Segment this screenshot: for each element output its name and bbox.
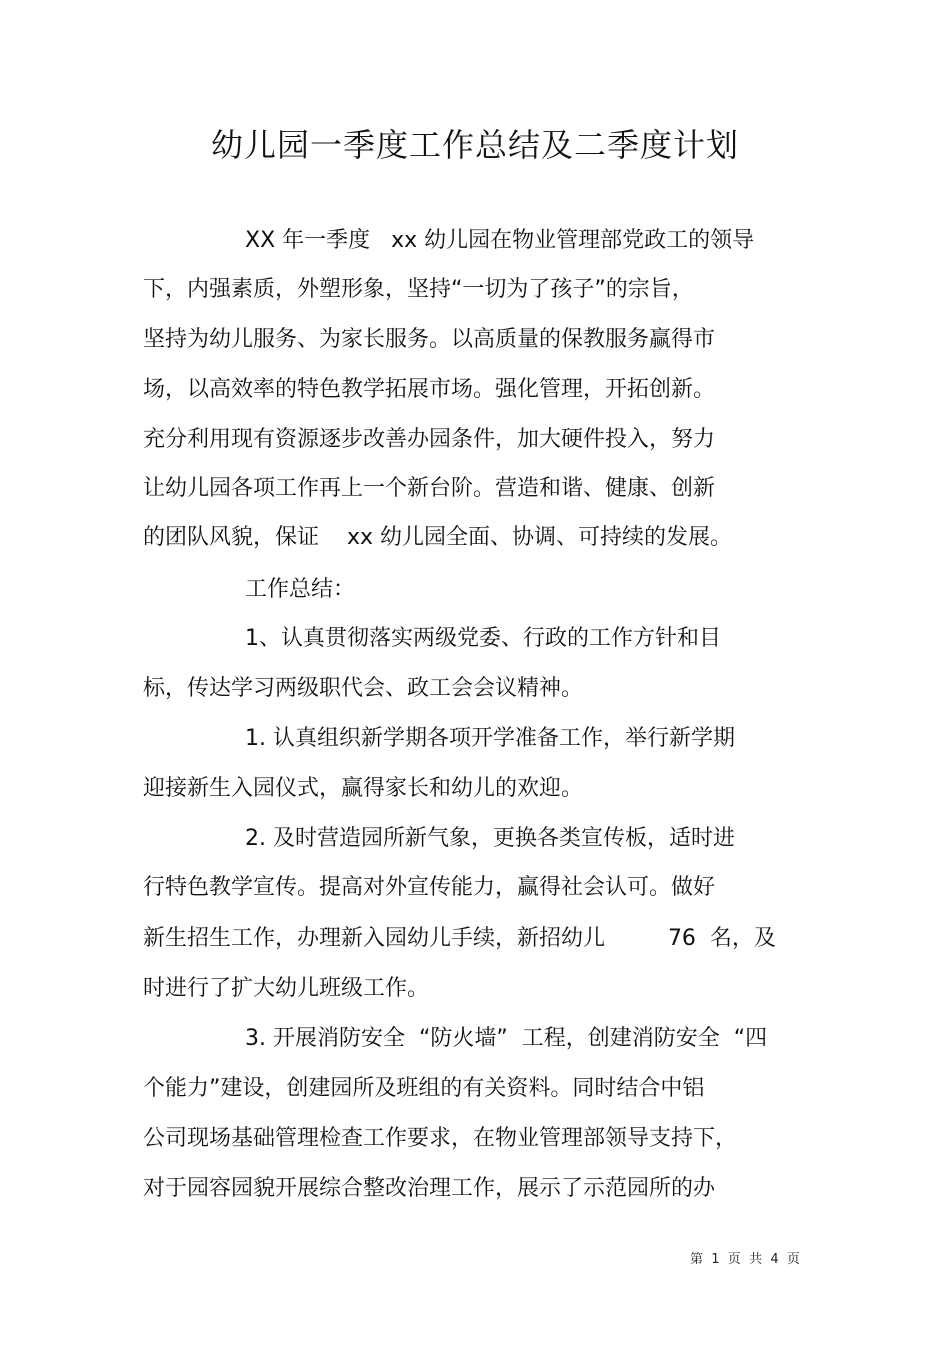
section-heading: 工作总结： bbox=[245, 577, 356, 602]
paragraph-line: 标，传达学习两级职代会、政工会会议精神。 bbox=[143, 676, 584, 701]
paragraph-line: 迎接新生入园仪式，赢得家长和幼儿的欢迎。 bbox=[143, 776, 584, 801]
paragraph-line: 新生招生工作，办理新入园幼儿手续，新招幼儿 76 名，及 bbox=[143, 926, 776, 951]
paragraph-line: 公司现场基础管理检查工作要求，在物业管理部领导支持下， bbox=[143, 1126, 738, 1151]
paragraph-line: 行特色教学宣传。提高对外宣传能力，赢得社会认可。做好 bbox=[143, 875, 716, 900]
paragraph-line: 下，内强素质，外塑形象，坚持“一切为了孩子”的宗旨， bbox=[143, 277, 694, 302]
paragraph-line: 对于园容园貌开展综合整改治理工作，展示了示范园所的办 bbox=[143, 1176, 716, 1201]
paragraph-line: XX 年一季度 xx 幼儿园在物业管理部党政工的领导 bbox=[245, 228, 755, 253]
paragraph-line: 场，以高效率的特色教学拓展市场。强化管理，开拓创新。 bbox=[143, 377, 716, 402]
paragraph-line: 充分利用现有资源逐步改善办园条件，加大硬件投入，努力 bbox=[143, 427, 716, 452]
paragraph-line: 让幼儿园各项工作再上一个新台阶。营造和谐、健康、创新 bbox=[143, 476, 716, 501]
paragraph-line: 个能力”建设，创建园所及班组的有关资料。同时结合中铝 bbox=[143, 1076, 705, 1101]
paragraph-line: 3. 开展消防安全 “防火墙” 工程，创建消防安全 “四 bbox=[245, 1026, 768, 1051]
document-title: 幼儿园一季度工作总结及二季度计划 bbox=[210, 126, 739, 164]
paragraph-line: 的团队风貌，保证 xx 幼儿园全面、协调、可持续的发展。 bbox=[143, 525, 733, 550]
page-number: 第 1 页 共 4 页 bbox=[690, 1252, 800, 1267]
paragraph-line: 2. 及时营造园所新气象，更换各类宣传板，适时进 bbox=[245, 826, 735, 851]
paragraph-line: 1. 认真组织新学期各项开学准备工作，举行新学期 bbox=[245, 726, 735, 751]
paragraph-line: 坚持为幼儿服务、为家长服务。以高质量的保教服务赢得市 bbox=[143, 327, 716, 352]
paragraph-line: 1、认真贯彻落实两级党委、行政的工作方针和目 bbox=[245, 626, 721, 651]
paragraph-line: 时进行了扩大幼儿班级工作。 bbox=[143, 976, 430, 1001]
